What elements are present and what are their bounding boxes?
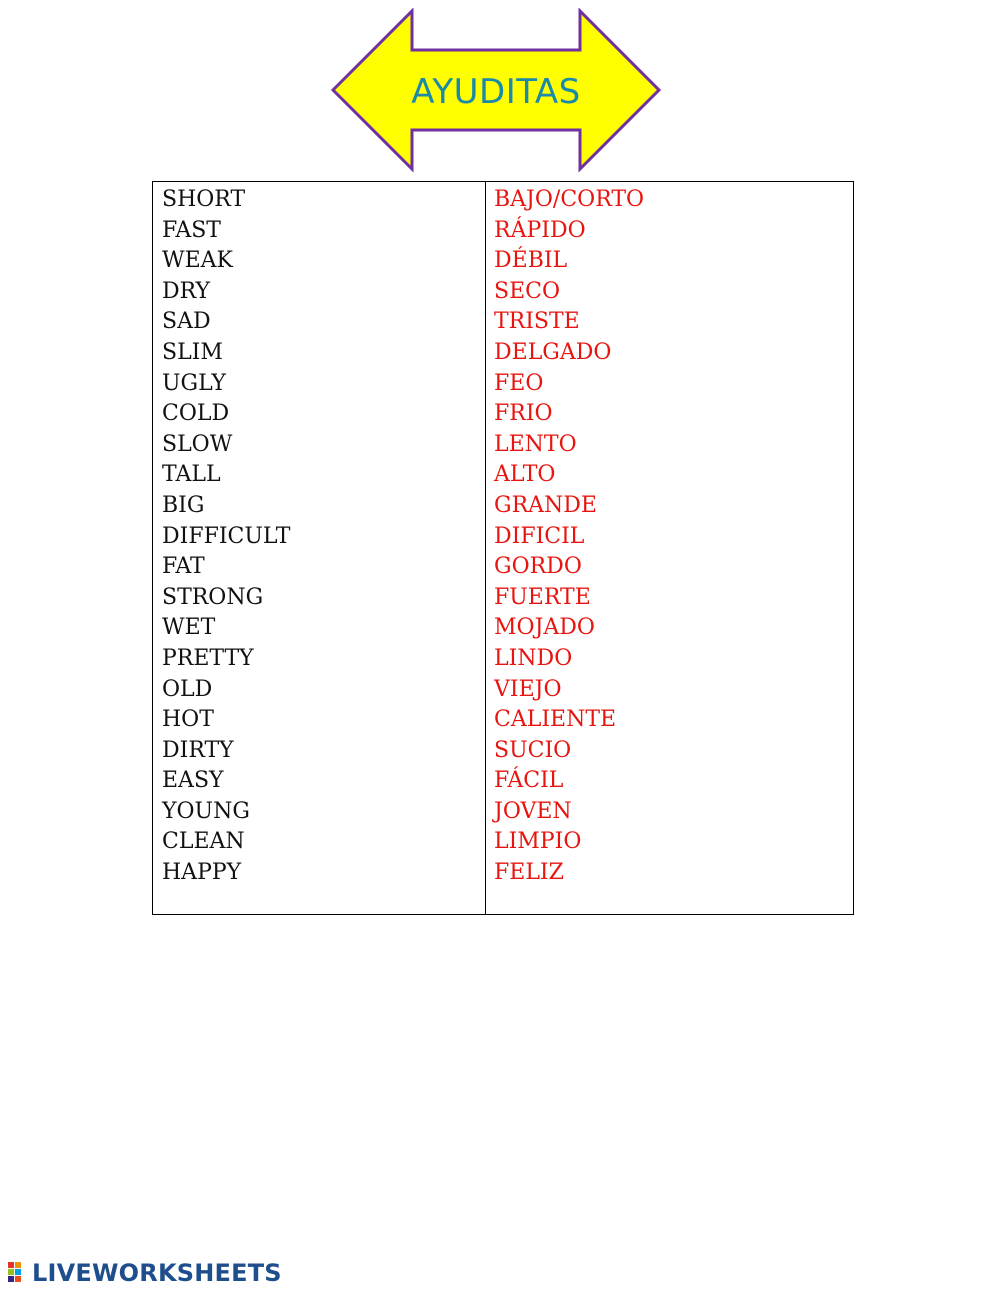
english-word: YOUNG: [162, 798, 250, 824]
spanish-word: FELIZ: [494, 860, 564, 886]
spanish-word: DÉBIL: [494, 248, 568, 274]
english-word: BIG: [162, 492, 205, 518]
english-word: DRY: [162, 278, 211, 304]
english-word: SLIM: [162, 339, 223, 365]
logo-text: LIVEWORKSHEETS: [32, 1259, 282, 1287]
spanish-word: DELGADO: [494, 339, 612, 365]
spanish-word: GORDO: [494, 554, 582, 580]
spanish-word: SUCIO: [494, 737, 572, 763]
spanish-word: FEO: [494, 370, 544, 396]
spanish-word: CALIENTE: [494, 707, 617, 733]
english-word: SHORT: [162, 187, 246, 212]
spanish-word: GRANDE: [494, 492, 597, 518]
english-word: SAD: [162, 309, 211, 335]
spanish-word: FUERTE: [494, 584, 591, 610]
spanish-word: DIFICIL: [494, 523, 585, 549]
spanish-word: LIMPIO: [494, 829, 582, 855]
spanish-column: [494, 185, 644, 889]
spanish-word: SECO: [494, 278, 560, 304]
spanish-word: VIEJO: [494, 676, 562, 702]
vocabulary-table: [152, 181, 854, 915]
spanish-word: LENTO: [494, 431, 577, 457]
english-word: FAST: [162, 217, 221, 243]
english-word: DIFFICULT: [162, 523, 291, 549]
spanish-word: FRIO: [494, 401, 553, 427]
english-word: HOT: [162, 707, 214, 733]
english-column: [162, 185, 290, 889]
english-word: PRETTY: [162, 645, 254, 671]
ayuditas-banner: [330, 8, 662, 174]
logo-blocks-icon: [8, 1261, 30, 1285]
english-word: DIRTY: [162, 737, 234, 763]
english-word: STRONG: [162, 584, 264, 610]
spanish-word: MOJADO: [494, 615, 595, 641]
english-word: WEAK: [162, 248, 233, 274]
english-word: WET: [162, 615, 216, 641]
spanish-word: RÁPIDO: [494, 217, 586, 243]
english-word: UGLY: [162, 370, 226, 396]
english-word: OLD: [162, 676, 213, 702]
column-divider: [485, 182, 486, 914]
english-word: COLD: [162, 401, 230, 427]
english-word: FAT: [162, 554, 205, 580]
english-word: EASY: [162, 768, 224, 794]
spanish-word: JOVEN: [494, 798, 572, 824]
liveworksheets-logo[interactable]: [8, 1258, 282, 1288]
english-word: SLOW: [162, 431, 233, 457]
spanish-word: ALTO: [494, 462, 556, 488]
spanish-word: FÁCIL: [494, 768, 564, 794]
english-word: HAPPY: [162, 860, 242, 886]
banner-title: AYUDITAS: [411, 72, 581, 112]
english-word: CLEAN: [162, 829, 245, 855]
english-word: TALL: [162, 462, 221, 488]
spanish-word: LINDO: [494, 645, 573, 671]
spanish-word: BAJO/CORTO: [494, 187, 645, 212]
spanish-word: TRISTE: [494, 309, 580, 335]
